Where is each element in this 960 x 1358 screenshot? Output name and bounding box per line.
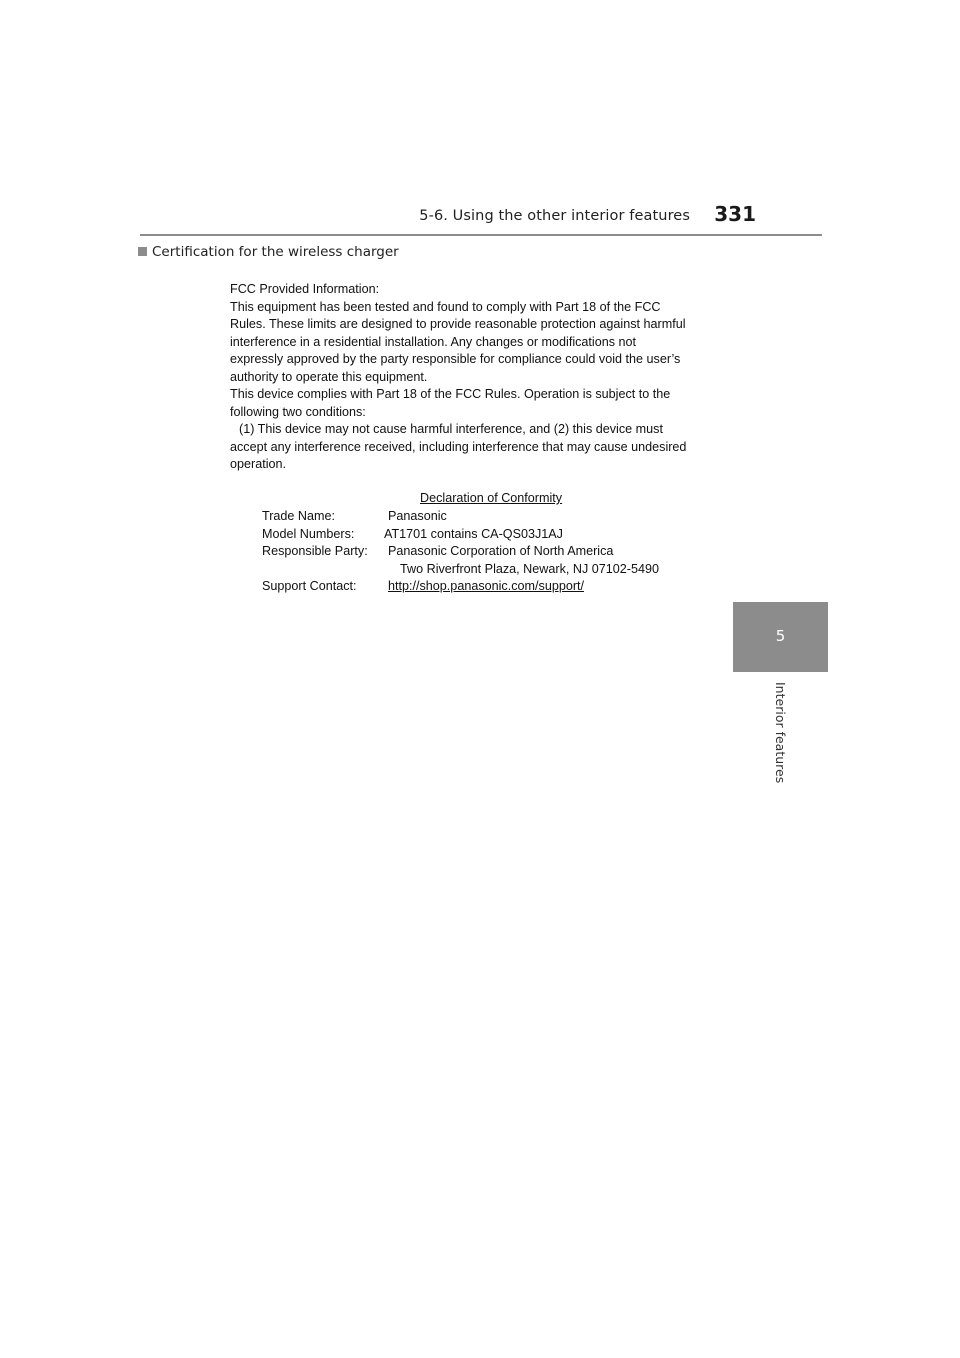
responsible-party-address: Two Riverfront Plaza, Newark, NJ 07102-5490 bbox=[400, 561, 659, 576]
chapter-label bbox=[772, 682, 790, 792]
page-number: 331 bbox=[714, 202, 756, 226]
responsible-party-value: Panasonic Corporation of North America bbox=[388, 544, 614, 558]
section-heading bbox=[138, 244, 399, 260]
page-header bbox=[140, 200, 822, 236]
fcc-line: accept any interference received, including interference that may cause undesired bbox=[230, 439, 687, 454]
fcc-line: operation. bbox=[230, 457, 287, 471]
trade-name-label: Trade Name: bbox=[262, 509, 336, 523]
fcc-title: FCC Provided Information: bbox=[230, 282, 380, 296]
fcc-line: expressly approved by the party responsible for compliance could void the user’s bbox=[230, 352, 681, 366]
section-title: 5-6. Using the other interior features bbox=[419, 208, 690, 224]
fcc-line: following two conditions: bbox=[230, 404, 366, 419]
square-bullet-icon bbox=[138, 247, 147, 256]
fcc-information bbox=[230, 281, 750, 474]
fcc-line: interference in a residential installation. Any changes or modifications not bbox=[230, 334, 637, 349]
trade-name-value: Panasonic bbox=[388, 509, 447, 523]
fcc-line: Rules. These limits are designed to provide reasonable protection against harmful bbox=[230, 317, 686, 331]
chapter-tab bbox=[733, 602, 828, 672]
responsible-party-label: Responsible Party: bbox=[262, 544, 368, 558]
fcc-line: authority to operate this equipment. bbox=[230, 369, 428, 384]
model-numbers-label: Model Numbers: bbox=[262, 526, 355, 541]
fcc-line: (1) This device may not cause harmful interference, and (2) this device must bbox=[239, 422, 663, 436]
support-contact-link[interactable]: http://shop.panasonic.com/support/ bbox=[388, 579, 585, 593]
model-numbers-value: AT1701 contains CA-QS03J1AJ bbox=[384, 526, 563, 541]
fcc-line: This device complies with Part 18 of the FCC Rules. Operation is subject to the bbox=[230, 387, 671, 401]
chapter-number: 5 bbox=[775, 627, 786, 645]
section-heading-text: Certification for the wireless charger bbox=[152, 244, 399, 260]
fcc-line: This equipment has been tested and found to comply with Part 18 of the FCC bbox=[230, 299, 661, 314]
chapter-label-text: Interior features bbox=[773, 682, 788, 784]
declaration-title: Declaration of Conformity bbox=[420, 491, 563, 505]
support-contact-label: Support Contact: bbox=[262, 579, 357, 593]
